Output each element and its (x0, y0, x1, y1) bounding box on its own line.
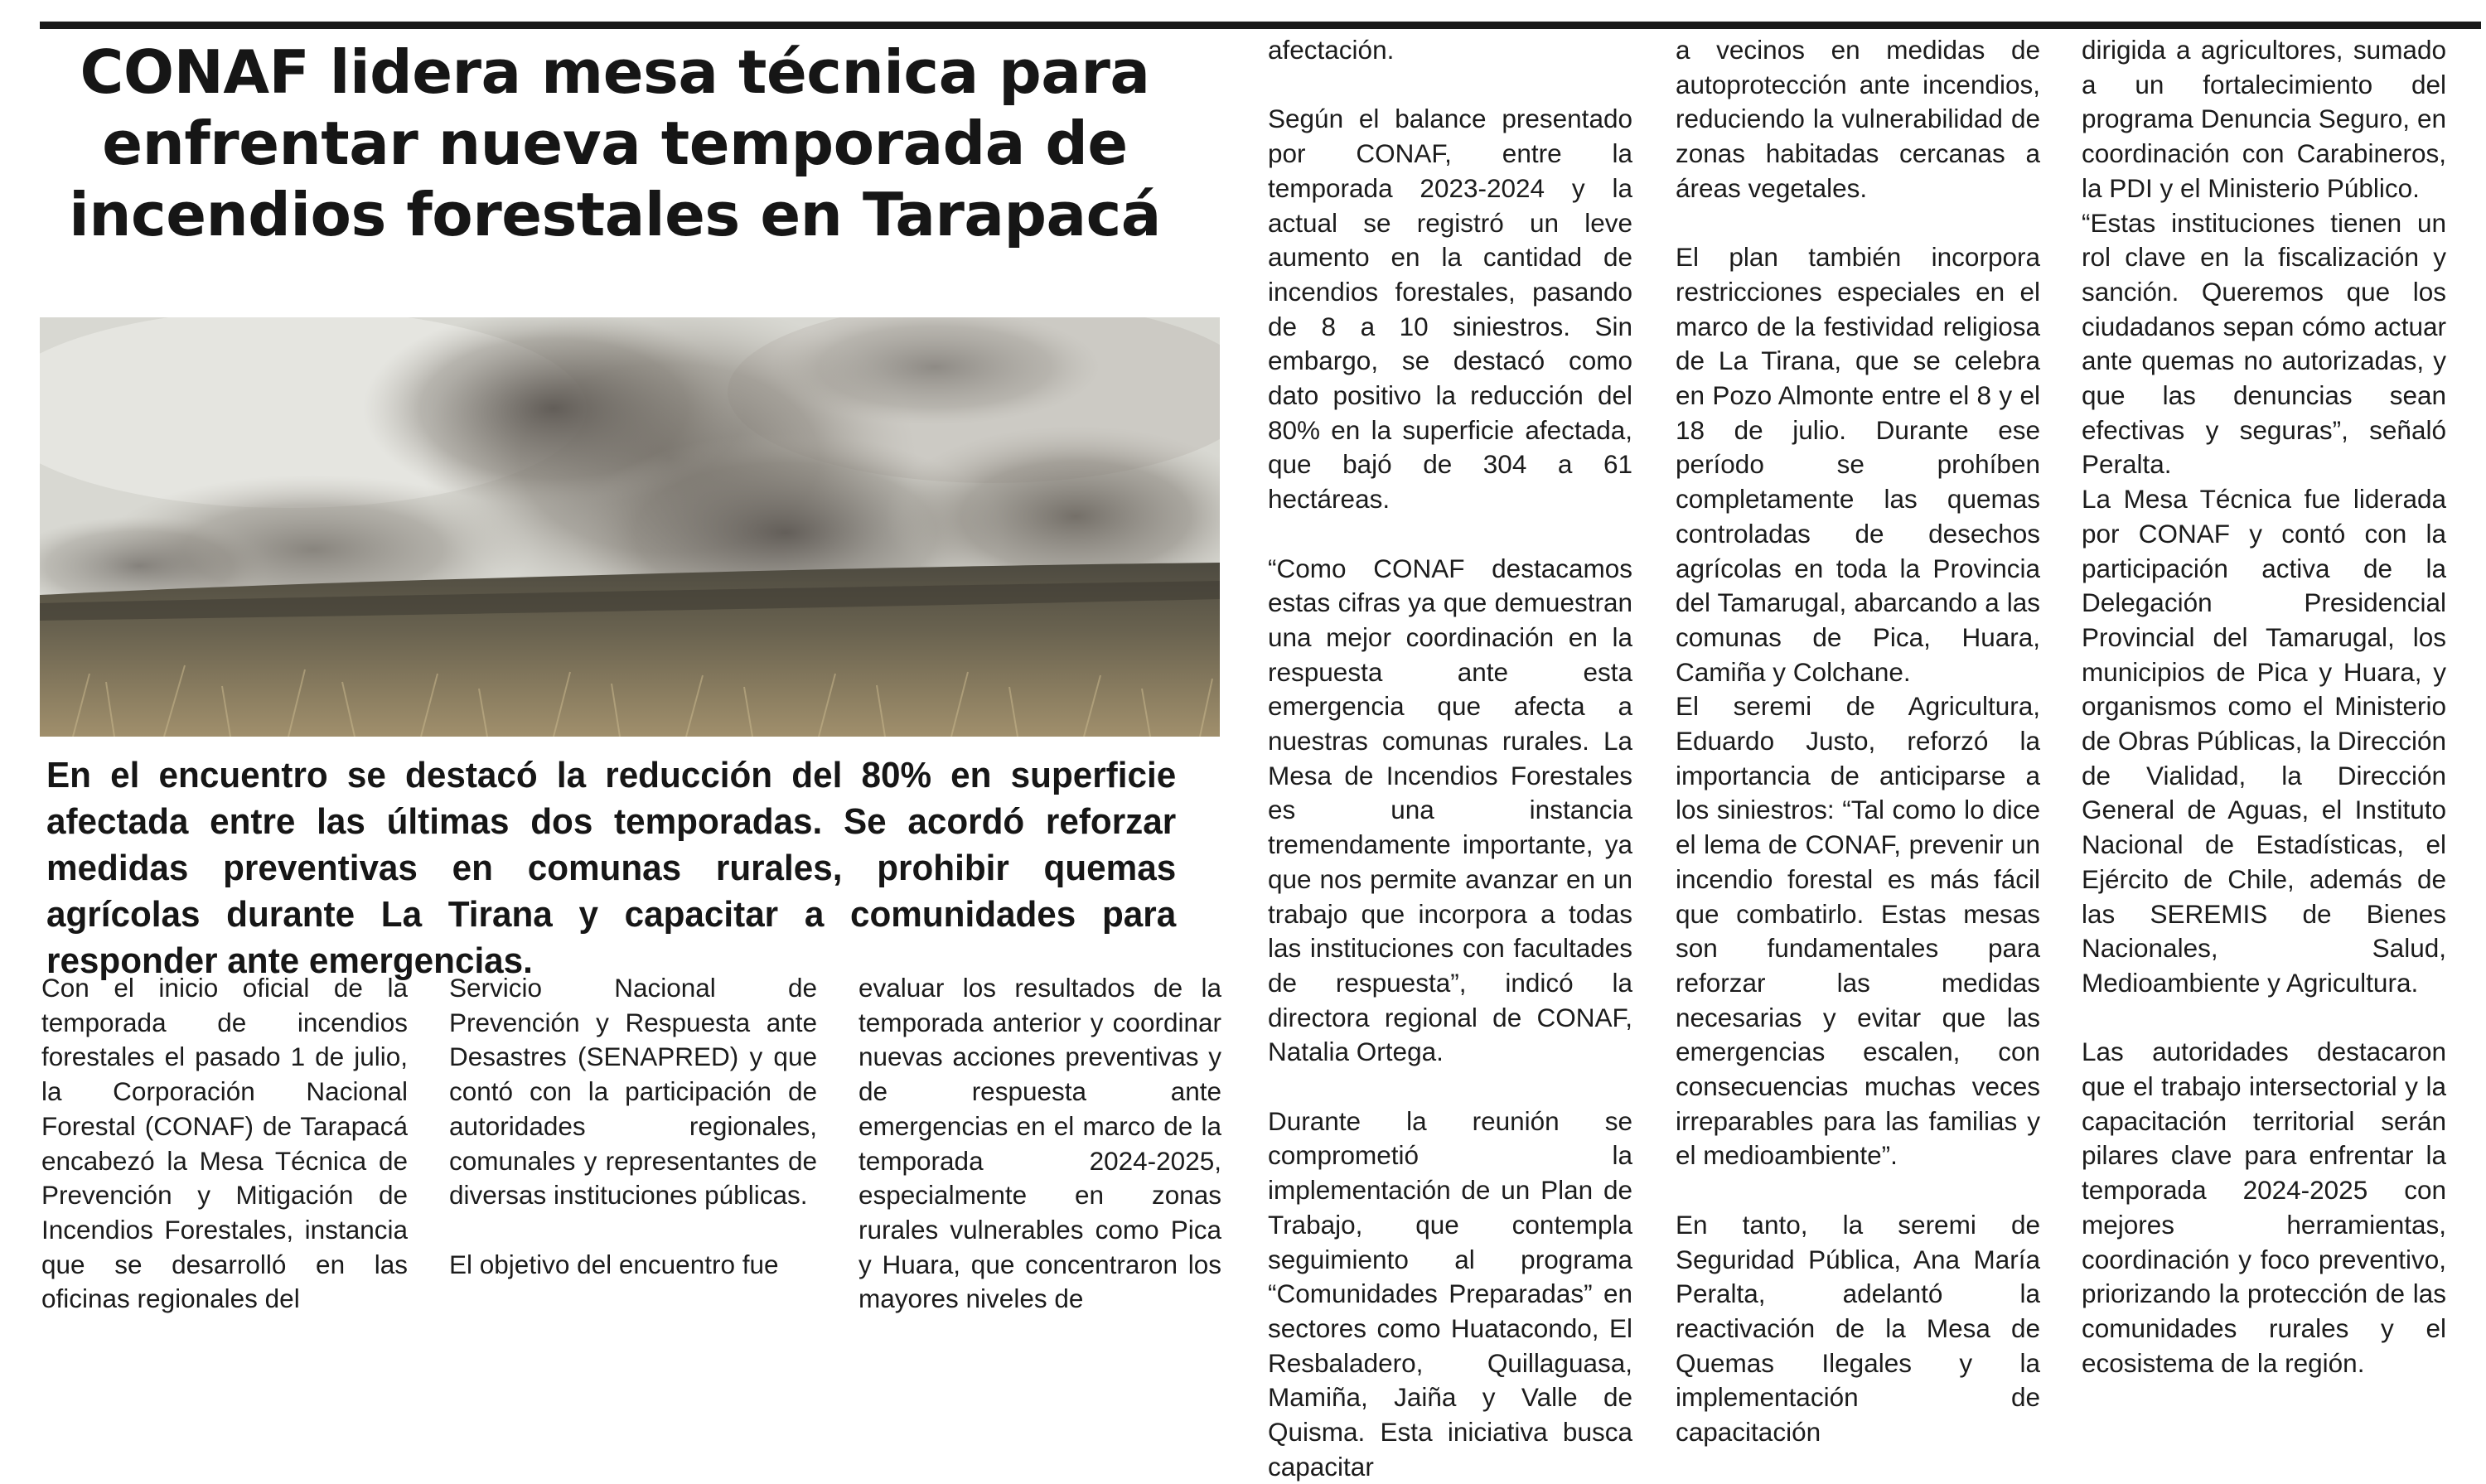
article-column-4 (1268, 33, 1632, 1484)
article-column-6 (2082, 33, 2446, 1380)
column-paragraph: El seremi de Agricultura, Eduardo Justo, reforzó la importancia de anticiparse a los siniestros: “Tal como lo dice el lema de CONAF, prevenir un incendio forestal es más fácil que combatirlo. Estas mesas son fundamentales para reforzar las medidas necesarias y evitar que las emergencias escalen, con consecuencias muchas veces irreparables para las familias y el medioambiente”. (1676, 691, 2040, 1171)
headline: CONAF lidera mesa técnica para enfrentar nueva temporada de incendios forestales en Tarapacá (69, 37, 1161, 249)
wildfire-smoke-photo (40, 317, 1220, 737)
column-paragraph: afectación. (1268, 35, 1395, 65)
column-paragraph: “Como CONAF destacamos estas cifras ya que demuestran una mejor coordinación en la respuesta ante esta emergencia que afecta a nuestras comunas rurales. La Mesa de Incendios Forestales es una instancia tremendamente importante, ya que nos permite avanzar en un trabajo que incorpora a todas las instituciones con facultades de respuesta”, indicó la directora regional de CONAF, Natalia Ortega. (1268, 553, 1632, 1067)
column-paragraph: evaluar los resultados de la temporada anterior y coordinar nuevas acciones preventivas y de respuesta ante emergencias en el marco de la temporada 2024-2025, especialmente en zonas rurales vulnerables como Pica y Huara, que concentraron los mayores niveles de (858, 973, 1221, 1314)
column-paragraph: Según el balance presentado por CONAF, entre la temporada 2023-2024 y la actual se registró un leve aumento en la cantidad de incendios forestales, pasando de 8 a 10 siniestros. Sin embargo, se destacó como dato positivo la reducción del 80% en la superficie afectada, que bajó de 304 a 61 hectáreas. (1268, 104, 1632, 515)
photo-illustration (40, 317, 1220, 737)
column-paragraph: En tanto, la seremi de Seguridad Pública, Ana María Peralta, adelantó la reactivación de la Mesa de Quemas Ilegales y la implementación de capacitación (1676, 1209, 2040, 1448)
article-column-3 (858, 971, 1221, 1317)
top-rule (40, 22, 2481, 29)
column-paragraph: La Mesa Técnica fue liderada por CONAF y contó con la participación activa de la Delegación Presidencial Provincial del Tamarugal, los municipios de Pica y Huara, y organismos como el Ministerio de Obras Públicas, la Dirección de Vialidad, la Dirección General de Aguas, el Instituto Nacional de Estadísticas, el Ejército de Chile, además de las SEREMIS de Bienes Nacionales, Salud, Medioambiente y Agricultura. (2082, 484, 2446, 998)
column-paragraph: Servicio Nacional de Prevención y Respuesta ante Desastres (SENAPRED) y que contó con la participación de autoridades regionales, comunales y representantes de diversas instituciones públicas. (449, 973, 817, 1211)
column-paragraph: Con el inicio oficial de la temporada de incendios forestales el pasado 1 de julio, la Corporación Nacional Forestal (CONAF) de Tarapacá encabezó la Mesa Técnica de Prevención y Mitigación de Incendios Forestales, instancia que se desarrolló en las oficinas regionales del (41, 973, 408, 1314)
article-column-1 (41, 971, 408, 1317)
column-paragraph: dirigida a agricultores, sumado a un fortalecimiento del programa Denuncia Seguro, en coordinación con Carabineros, la PDI y el Ministerio Público. (2082, 35, 2446, 203)
column-paragraph: Durante la reunión se comprometió la implementación de un Plan de Trabajo, que contempla seguimiento al programa “Comunidades Preparadas” en sectores como Huatacondo, El Resbaladero, Quillaguasa, Mamiña, Jaiña y Valle de Quisma. Esta iniciativa busca capacitar (1268, 1105, 1632, 1482)
lead-paragraph: En el encuentro se destacó la reducción del 80% en superficie afectada entre las últimas dos temporadas. Se acordó reforzar medidas preventivas en comunas rurales, prohibir quemas agrícolas durante La Tirana y capacitar a comunidades para responder ante emergencias. (46, 755, 1177, 981)
column-paragraph: El objetivo del encuentro fue (449, 1249, 779, 1279)
article-column-5 (1676, 33, 2040, 1450)
column-paragraph: a vecinos en medidas de autoprotección ante incendios, reduciendo la vulnerabilidad de zonas habitadas cercanas a áreas vegetales. (1676, 35, 2040, 203)
article-column-2 (449, 971, 817, 1282)
column-paragraph: “Estas instituciones tienen un rol clave en la fiscalización y sanción. Queremos que los ciudadanos sepan cómo actuar ante quemas no autorizadas, y que las denuncias sean efectivas y seguras”, señaló Peralta. (2082, 207, 2446, 480)
column-paragraph: Las autoridades destacaron que el trabajo intersectorial y la capacitación territorial serán pilares clave para enfrentar la temporada 2024-2025 con mejores herramientas, coordinación y foco preventivo, priorizando la protección de las comunidades rurales y el ecosistema de la región. (2082, 1037, 2446, 1378)
column-paragraph: El plan también incorpora restricciones especiales en el marco de la festividad religiosa de La Tirana, que se celebra en Pozo Almonte entre el 8 y el 18 de julio. Durante ese período se prohíben completamente las quemas controladas de desechos agrícolas en toda la Provincia del Tamarugal, abarcando a las comunas de Pica, Huara, Camiña y Colchane. (1676, 242, 2040, 687)
